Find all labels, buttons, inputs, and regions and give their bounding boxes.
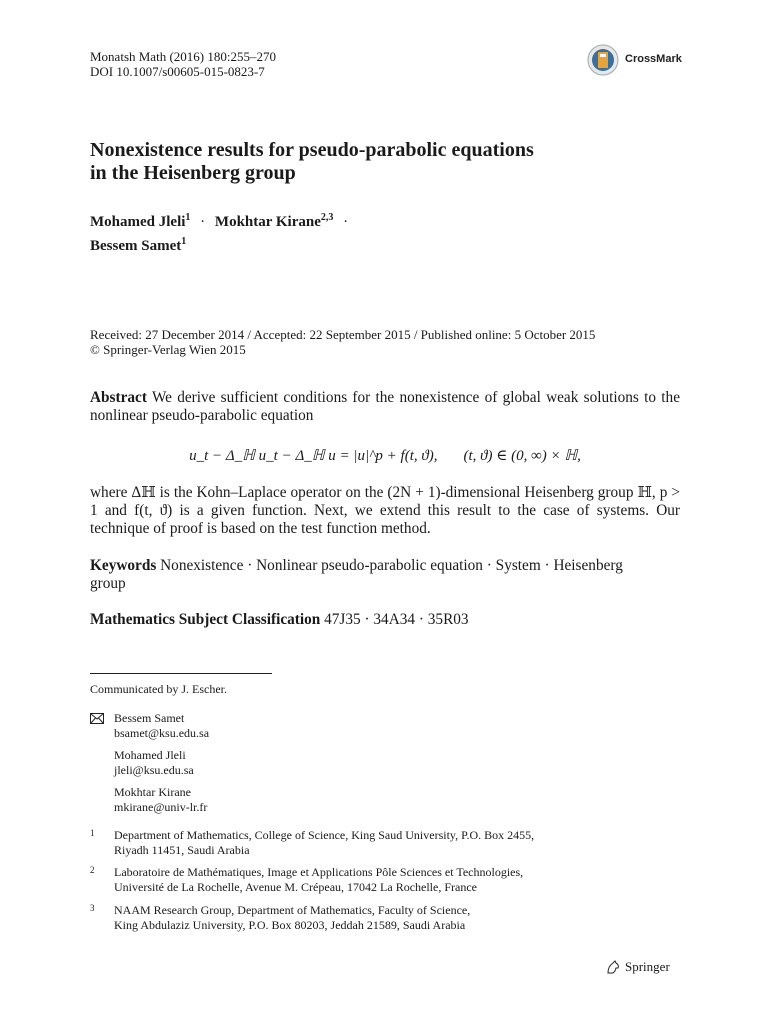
contact-name: Bessem Samet <box>114 711 185 725</box>
author-name: Bessem Samet <box>90 238 182 254</box>
publication-dates <box>90 327 710 357</box>
author-list <box>90 208 690 256</box>
affiliation-line: King Abdulaziz University, P.O. Box 80203, Jeddah 21589, Saudi Arabia <box>114 918 466 932</box>
journal-line: Monatsh Math (2016) 180:255–270 <box>90 49 276 64</box>
keywords-section <box>90 557 650 593</box>
affiliation-number: 1 <box>90 828 95 838</box>
msc-section <box>90 611 680 629</box>
author-affil-sup: 1 <box>181 236 187 247</box>
abstract-paragraph <box>90 389 680 425</box>
springer-horse-icon <box>605 959 621 975</box>
abstract-heading: Abstract <box>90 389 147 406</box>
title-line-1: Nonexistence results for pseudo-parabolic equations <box>90 139 534 161</box>
contact-email[interactable]: jleli@ksu.edu.sa <box>114 763 194 777</box>
title-line-2: in the Heisenberg group <box>90 162 296 184</box>
contact-name: Mokhtar Kirane <box>114 785 191 799</box>
keywords-text: Nonexistence · Nonlinear pseudo-parabolic equation · System · Heisenberg group <box>90 557 623 592</box>
contact-email[interactable]: mkirane@univ-lr.fr <box>114 800 208 814</box>
crossmark-badge[interactable] <box>587 44 687 78</box>
paper-title <box>90 139 690 185</box>
copyright-line: © Springer-Verlag Wien 2015 <box>90 342 246 357</box>
author-separator: · <box>200 214 206 230</box>
affiliation <box>114 865 674 895</box>
abstract-text: We derive sufficient conditions for the nonexistence of global weak solutions to the nonlinear pseudo-parabolic equation <box>90 389 680 424</box>
author-name: Mokhtar Kirane <box>214 214 321 230</box>
crossmark-label: CrossMark <box>625 53 682 65</box>
affiliation-line: NAAM Research Group, Department of Mathematics, Faculty of Science, <box>114 903 471 917</box>
author-affil-sup: 2,3 <box>320 212 334 223</box>
crossmark-icon <box>587 44 619 76</box>
msc-codes: 47J35 · 34A34 · 35R03 <box>324 611 469 628</box>
affiliation <box>114 903 674 933</box>
contact-name: Mohamed Jleli <box>114 748 186 762</box>
affiliation-number: 3 <box>90 903 95 913</box>
dates-line: Received: 27 December 2014 / Accepted: 22 September 2015 / Published online: 5 October 2015 <box>90 327 596 342</box>
affiliation-line: Department of Mathematics, College of Science, King Saud University, P.O. Box 2455, <box>114 828 535 842</box>
abstract-continuation: where Δℍ is the Kohn–Laplace operator on the (2N + 1)-dimensional Heisenberg group ℍ, p > 1 and f(t, ϑ) is a given function. Next, we extend this result to the case of systems. Our technique of proof is based on the test function method. <box>90 484 680 537</box>
equation-lhs: u_t − Δ_ℍ u_t − Δ_ℍ u = |u|^p + f(t, ϑ), <box>189 448 438 464</box>
affiliation-line: Riyadh 11451, Saudi Arabia <box>114 843 250 857</box>
journal-citation <box>90 49 276 79</box>
author-name: Mohamed Jleli <box>90 214 186 230</box>
author-affil-sup: 1 <box>185 212 191 223</box>
publisher-name: Springer <box>625 959 670 974</box>
keywords-heading: Keywords <box>90 557 157 574</box>
contact-entry <box>114 711 209 741</box>
affiliation-number: 2 <box>90 865 95 875</box>
msc-heading: Mathematics Subject Classification <box>90 611 321 628</box>
doi-line: DOI 10.1007/s00605-015-0823-7 <box>90 64 265 79</box>
author-separator: · <box>343 214 349 230</box>
envelope-icon <box>90 713 104 724</box>
contact-entry <box>114 785 207 815</box>
equation <box>90 446 680 465</box>
footnote-divider <box>90 673 272 674</box>
communicated-by: Communicated by J. Escher. <box>90 682 227 696</box>
contact-email[interactable]: bsamet@ksu.edu.sa <box>114 726 210 740</box>
affiliation-line: Université de La Rochelle, Avenue M. Crépeau, 17042 La Rochelle, France <box>114 880 477 894</box>
equation-domain: (t, ϑ) ∈ (0, ∞) × ℍ, <box>463 448 581 464</box>
affiliation-line: Laboratoire de Mathématiques, Image et Applications Pôle Sciences et Technologies, <box>114 865 524 879</box>
contact-entry <box>114 748 194 778</box>
affiliation <box>114 828 674 858</box>
